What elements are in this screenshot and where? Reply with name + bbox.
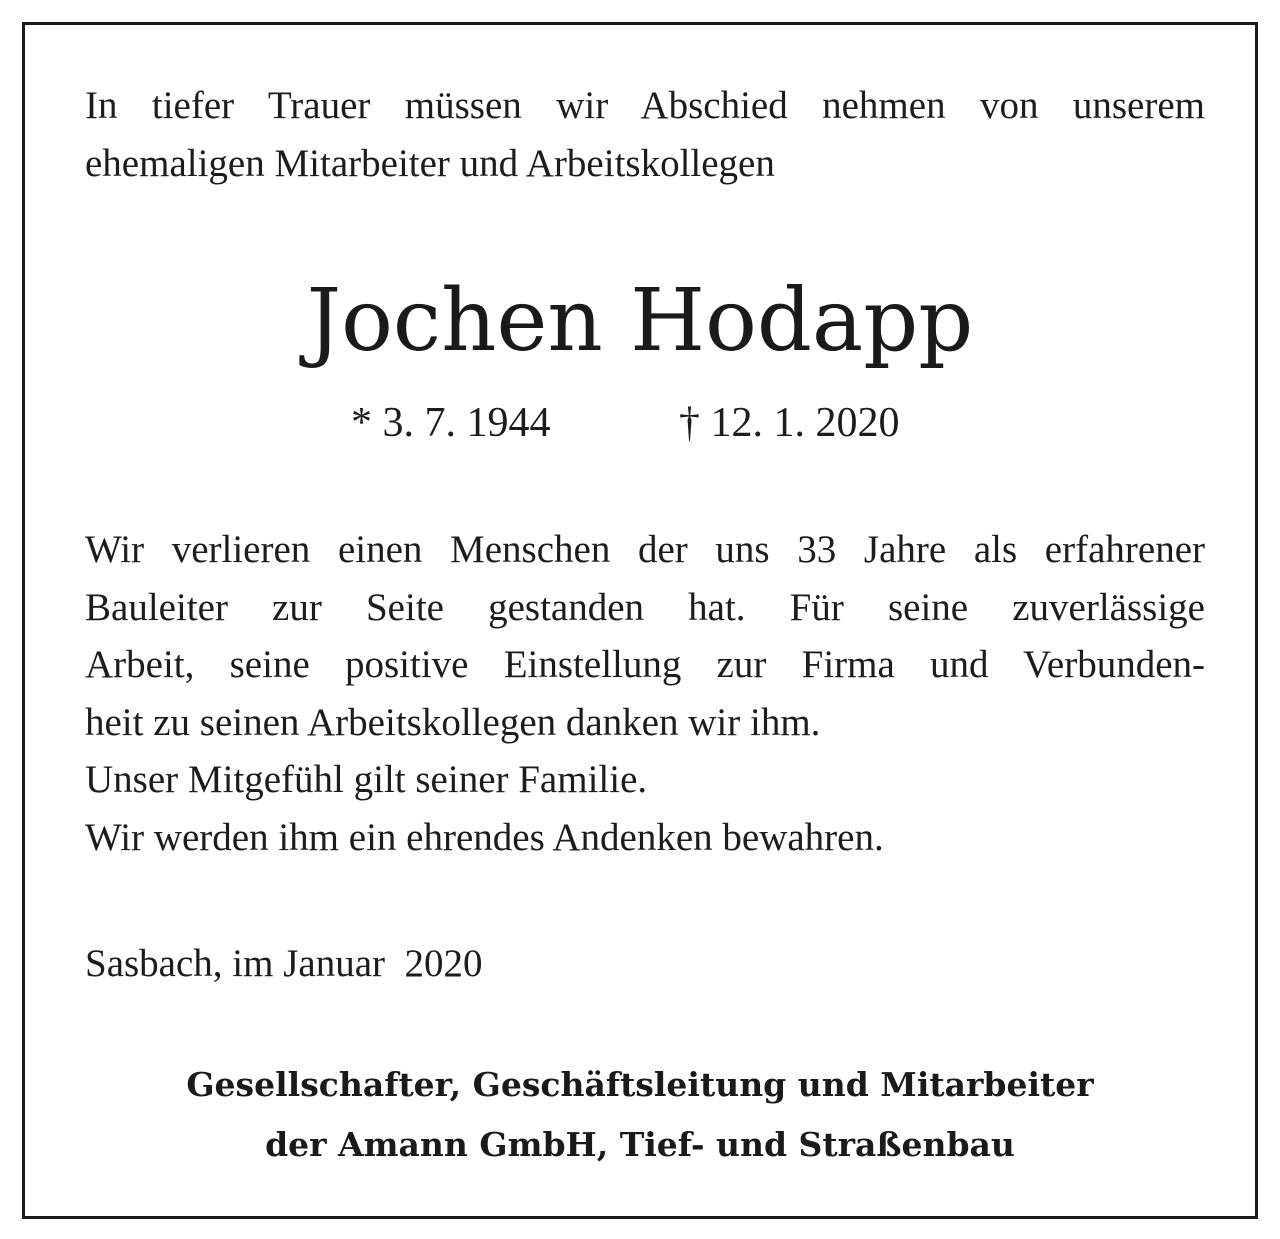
tribute-text — [85, 521, 1205, 866]
place-and-date: Sasbach, im Januar 2020 — [85, 942, 483, 985]
intro-line: In tiefer Trauer müssen wir Abschied nehmen von unserem — [85, 84, 1205, 127]
signature-line: Gesellschafter, Geschäftsleitung und Mitarbeiter — [186, 1065, 1094, 1104]
tribute-line: Unser Mitgefühl gilt seiner Familie. — [85, 758, 648, 801]
tribute-line: Arbeit, seine positive Einstellung zur Firma und Verbunden- — [85, 643, 1205, 686]
intro-text — [85, 77, 1205, 193]
tribute-line: Bauleiter zur Seite gestanden hat. Für seine zuverlässige — [85, 585, 1205, 629]
birth-date: * 3. 7. 1944 — [351, 400, 551, 446]
tribute-line: Wir verlieren einen Menschen der uns 33 Jahre als erfahrener — [85, 528, 1205, 571]
death-date: † 12. 1. 2020 — [679, 400, 900, 446]
life-dates — [25, 395, 1255, 451]
obituary-notice — [22, 22, 1258, 1219]
intro-line: ehemaligen Mitarbeiter und Arbeitskollegen — [85, 142, 775, 185]
deceased-name: Jochen Hodapp — [306, 271, 974, 371]
tribute-line: heit zu seinen Arbeitskollegen danken wir ihm. — [85, 700, 821, 744]
signature — [25, 1055, 1255, 1175]
tribute-line: Wir werden ihm ein ehrendes Andenken bewahren. — [85, 815, 884, 859]
signature-line: der Amann GmbH, Tief- und Straßenbau — [265, 1125, 1015, 1164]
